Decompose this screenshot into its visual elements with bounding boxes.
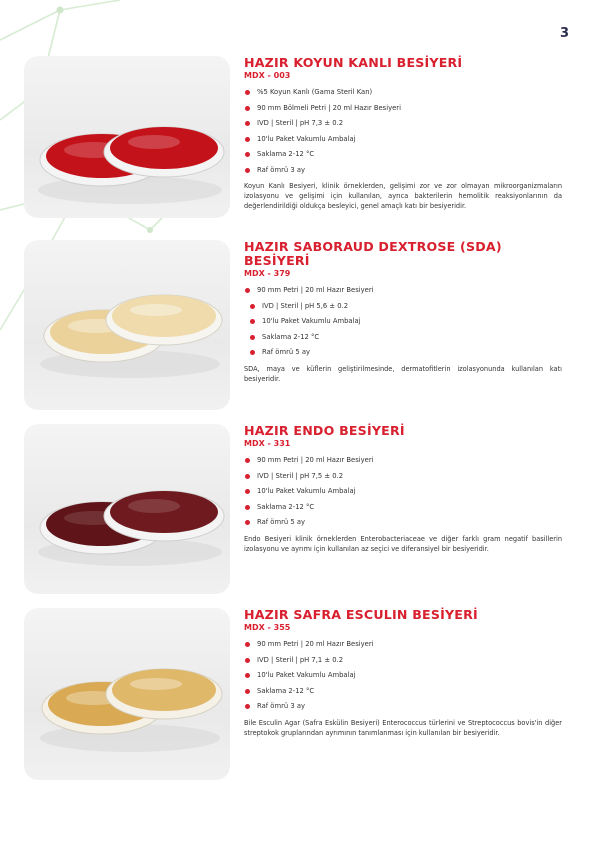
bullet-icon	[245, 90, 250, 95]
bullet-icon	[245, 288, 250, 293]
feature-item: Raf ömrü 5 ay	[249, 348, 562, 357]
product-description: Bile Esculin Agar (Safra Eskülin Besiyeri) Enterococcus türlerini ve Streptococcus bovis'in diğer streptokok gruplarından ayrımının tanımlanması için kullanılan bir besiyeridir.	[244, 718, 562, 737]
product-section	[24, 240, 572, 415]
feature-item: 90 mm Petri | 20 ml Hazır Besiyeri	[244, 456, 562, 465]
petri-dish-illustration	[24, 56, 230, 218]
petri-dish-illustration	[24, 424, 230, 594]
product-content	[244, 608, 562, 738]
feature-item: 90 mm Bölmeli Petri | 20 ml Hazır Besiyeri	[244, 104, 562, 113]
feature-item: Raf ömrü 3 ay	[244, 166, 562, 175]
feature-list	[244, 286, 562, 357]
petri-dish-illustration	[24, 608, 230, 780]
bullet-icon	[245, 137, 250, 142]
feature-item: 10'lu Paket Vakumlu Ambalaj	[244, 135, 562, 144]
bullet-icon	[245, 689, 250, 694]
bullet-icon	[245, 458, 250, 463]
petri-dish-illustration	[24, 240, 230, 410]
product-section	[24, 608, 572, 783]
product-section	[24, 424, 572, 599]
feature-list	[244, 456, 562, 527]
product-photo	[24, 608, 230, 780]
bullet-icon	[245, 474, 250, 479]
feature-list	[244, 640, 562, 711]
feature-item: 90 mm Petri | 20 ml Hazır Besiyeri	[244, 286, 562, 295]
bullet-icon	[250, 304, 255, 309]
feature-item: 10'lu Paket Vakumlu Ambalaj	[249, 317, 562, 326]
bullet-icon	[245, 106, 250, 111]
product-title: HAZIR ENDO BESİYERİ	[244, 423, 405, 438]
feature-item: 90 mm Petri | 20 ml Hazır Besiyeri	[244, 640, 562, 649]
feature-item: Raf ömrü 5 ay	[244, 518, 562, 527]
product-code: MDX - 379	[244, 269, 291, 278]
feature-item: %5 Koyun Kanlı (Gama Steril Kan)	[244, 88, 562, 97]
product-title: HAZIR KOYUN KANLI BESİYERİ	[244, 55, 463, 70]
product-photo	[24, 424, 230, 594]
product-photo	[24, 56, 230, 218]
bullet-icon	[245, 152, 250, 157]
product-title: HAZIR SAFRA ESCULIN BESİYERİ	[244, 607, 478, 622]
bullet-icon	[245, 121, 250, 126]
product-description: Koyun Kanlı Besiyeri, klinik örneklerden, gelişimi zor ve zor olmayan mikroorganizmaların izolasyonu ve gelişimi için kullanılan, ayrıca bakterilerin hemolitik reaksiyonlarının da değerlendirildiği oldukça besleyici, genel amaçlı katı bir besiyeridir.	[244, 182, 562, 210]
bullet-icon	[245, 704, 250, 709]
bullet-icon	[245, 505, 250, 510]
bullet-icon	[250, 319, 255, 324]
bullet-icon	[245, 168, 250, 173]
feature-item: IVD | Steril | pH 5,6 ± 0.2	[249, 302, 562, 311]
product-code: MDX - 003	[244, 71, 291, 80]
bullet-icon	[250, 335, 255, 340]
feature-item: IVD | Steril | pH 7,3 ± 0.2	[244, 119, 562, 128]
product-description: Endo Besiyeri klinik örneklerden Enterobacteriaceae ve diğer farklı gram negatif basillerin izolasyonu ve ayrımı için kullanılan az seçici ve diferansiyel bir besiyeridir.	[244, 534, 562, 553]
bullet-icon	[245, 673, 250, 678]
product-content	[244, 424, 562, 554]
product-content	[244, 56, 562, 211]
bullet-icon	[245, 520, 250, 525]
product-title: HAZIR SABORAUD DEXTROSE (SDA) BESİYERİ	[244, 239, 502, 268]
feature-item: 10'lu Paket Vakumlu Ambalaj	[244, 671, 562, 680]
page-number: 3	[559, 26, 569, 41]
feature-item: Saklama 2-12 °C	[244, 687, 562, 696]
bullet-icon	[250, 350, 255, 355]
product-section	[24, 56, 572, 226]
feature-item: Saklama 2-12 °C	[244, 150, 562, 159]
product-description: SDA, maya ve küflerin geliştirilmesinde, dermatofitlerin izolasyonunda kullanılan katı besiyeridir.	[244, 364, 562, 383]
bullet-icon	[245, 642, 250, 647]
feature-item: Saklama 2-12 °C	[249, 333, 562, 342]
feature-item: 10'lu Paket Vakumlu Ambalaj	[244, 487, 562, 496]
feature-item: Raf ömrü 3 ay	[244, 702, 562, 711]
product-code: MDX - 331	[244, 439, 291, 448]
product-photo	[24, 240, 230, 410]
bullet-icon	[245, 658, 250, 663]
product-code: MDX - 355	[244, 623, 291, 632]
feature-item: Saklama 2-12 °C	[244, 503, 562, 512]
bullet-icon	[245, 489, 250, 494]
product-content	[244, 240, 562, 384]
feature-list	[244, 88, 562, 175]
feature-item: IVD | Steril | pH 7,5 ± 0.2	[244, 472, 562, 481]
feature-item: IVD | Steril | pH 7,1 ± 0.2	[244, 656, 562, 665]
